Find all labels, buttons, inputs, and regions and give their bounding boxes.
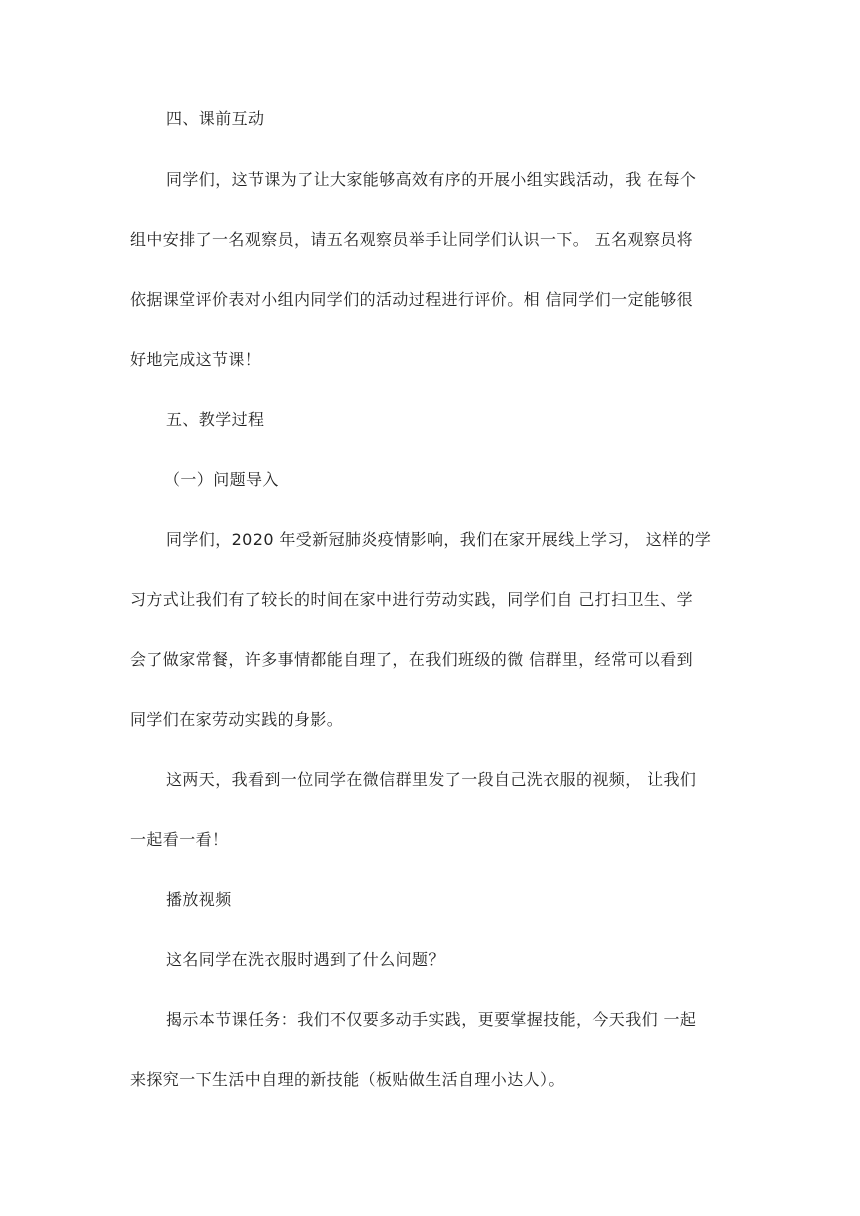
paragraph-line: 这两天，我看到一位同学在微信群里发了一段自己洗衣服的视频， 让我们 (166, 770, 697, 789)
paragraph-line: 组中安排了一名观察员，请五名观察员举手让同学们认识一下。 五名观察员将 (130, 230, 694, 249)
paragraph-line: 会了做家常餐，许多事情都能自理了，在我们班级的微 信群里，经常可以看到 (130, 650, 694, 669)
paragraph-line: 依据课堂评价表对小组内同学们的活动过程进行评价。相 信同学们一定能够很 (130, 290, 694, 309)
paragraph-line: 来探究一下生活中自理的新技能（板贴做生活自理小达人）。 (130, 1070, 565, 1089)
paragraph-line: 习方式让我们有了较长的时间在家中进行劳动实践，同学们自 己打扫卫生、学 (130, 590, 694, 609)
paragraph-line: 播放视频 (166, 890, 232, 909)
subsection-heading-problem-intro: （一）问题导入 (164, 470, 279, 489)
paragraph-line: 一起看一看！ (130, 830, 229, 849)
paragraph-line: 揭示本节课任务：我们不仅要多动手实践，更要掌握技能，今天我们 一起 (166, 1010, 697, 1029)
paragraph-line: 同学们在家劳动实践的身影。 (130, 710, 344, 729)
section-heading-pre-class-interaction: 四、课前互动 (166, 109, 265, 128)
paragraph-line: 同学们，2020 年受新冠肺炎疫情影响，我们在家开展线上学习， 这样的学 (166, 530, 712, 549)
paragraph-line: 同学们，这节课为了让大家能够高效有序的开展小组实践活动，我 在每个 (166, 170, 697, 189)
paragraph-line: 这名同学在洗衣服时遇到了什么问题？ (166, 950, 445, 969)
paragraph-line: 好地完成这节课！ (130, 350, 262, 369)
section-heading-teaching-process: 五、教学过程 (166, 410, 265, 429)
